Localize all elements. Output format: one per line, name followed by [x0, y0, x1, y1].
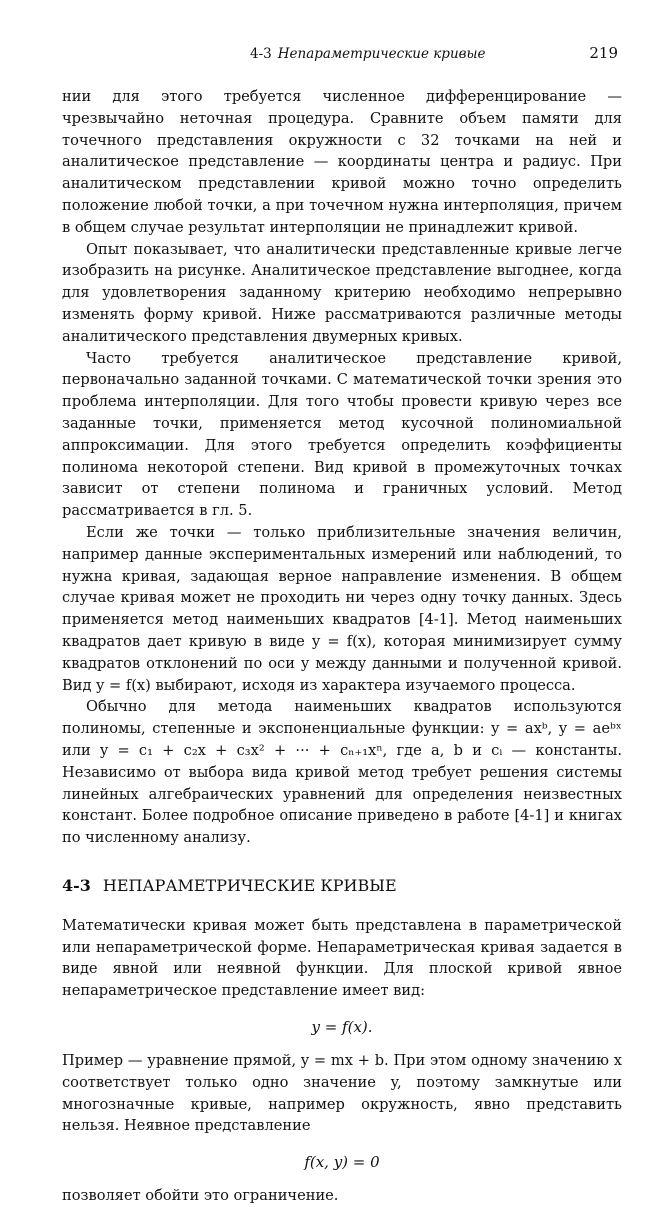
explicit-formula: y = f(x). [311, 1018, 373, 1037]
running-head-section-number: 4-3 [250, 46, 272, 62]
section-intro-paragraph: Математически кривая может быть представлена в параметрической или непараметрической форме. Непараметрическая кривая задается в виде явной или неявной функции. Для плоской кривой явное непараметрическое представление имеет вид: [62, 916, 622, 1000]
running-head-section-title: Непараметрические кривые [277, 46, 486, 62]
section-heading [62, 875, 622, 897]
running-head-title [250, 46, 486, 62]
section-title: НЕПАРАМЕТРИЧЕСКИЕ КРИВЫЕ [102, 875, 397, 895]
page-number: 219 [589, 44, 618, 62]
running-head [62, 44, 622, 68]
implicit-formula: f(x, y) = 0 [304, 1153, 380, 1172]
paragraph-closing: позволяет обойти это ограничение. [62, 1187, 339, 1205]
page-body [62, 86, 622, 1207]
paragraph: Пример — уравнение прямой, y = mx + b. При этом одному значению x соответствует только одно значение y, поэтому замкнутые или многозначные кривые, например окружность, явно представить нельзя. Неявное представление [62, 1052, 622, 1135]
section-number: 4-3 [62, 875, 91, 895]
book-page [62, 44, 622, 1207]
paragraph: Часто требуется аналитическое представление кривой, первоначально заданной точками. С математической точки зрения это проблема интерполяции. Для того чтобы провести кривую через все заданные точки, применяется метод кусочной полиномиальной аппроксимации. Для этого требуется определить коэффициенты полинома некоторой степени. Вид кривой в промежуточных точках зависит от степени полинома и граничных условий. Метод рассматривается в гл. 5. [62, 349, 622, 520]
paragraph: Обычно для метода наименьших квадратов используются полиномы, степенные и экспоненциальные функции: y = axᵇ, y = aeᵇˣ или y = c₁ + c₂x + c₃x² + ··· + cₙ₊₁xⁿ, где a, b и cᵢ — константы. Независимо от выбора вида кривой метод требует решения системы линейных алгебраических уравнений для определения неизвестных констант. Более подробное описание приведено в работе [4-1] и книгах по численному анализу. [62, 698, 622, 847]
paragraph: Если же точки — только приблизительные значения величин, например данные экспериментальных измерений или наблюдений, то нужна кривая, задающая верное направление изменения. В общем случае кривая может не проходить ни через одну точку данных. Здесь применяется метод наименьших квадратов [4-1]. Метод наименьших квадратов дает кривую в виде y = f(x), которая минимизирует сумму квадратов отклонений по оси y между данными и полученной кривой. Вид y = f(x) выбирают, исходя из характера изучаемого процесса. [62, 523, 622, 694]
paragraph: Опыт показывает, что аналитически представленные кривые легче изобразить на рисунке. Аналитическое представление выгоднее, когда для удовлетворения заданному критерию необходимо непрерывно изменять форму кривой. Ниже рассматриваются различные методы аналитического представления двумерных кривых. [62, 240, 622, 345]
paragraph-continuation: нии для этого требуется численное дифференцирование — чрезвычайно неточная процедура. Сравните объем памяти для точечного представления окружности с 32 точками на ней и аналитическое представление — координаты центра и радиус. При аналитическом представлении кривой можно точно определить положение любой точки, а при точечном нужна интерполяция, причем в общем случае результат интерполяции не принадлежит кривой. [62, 88, 622, 236]
